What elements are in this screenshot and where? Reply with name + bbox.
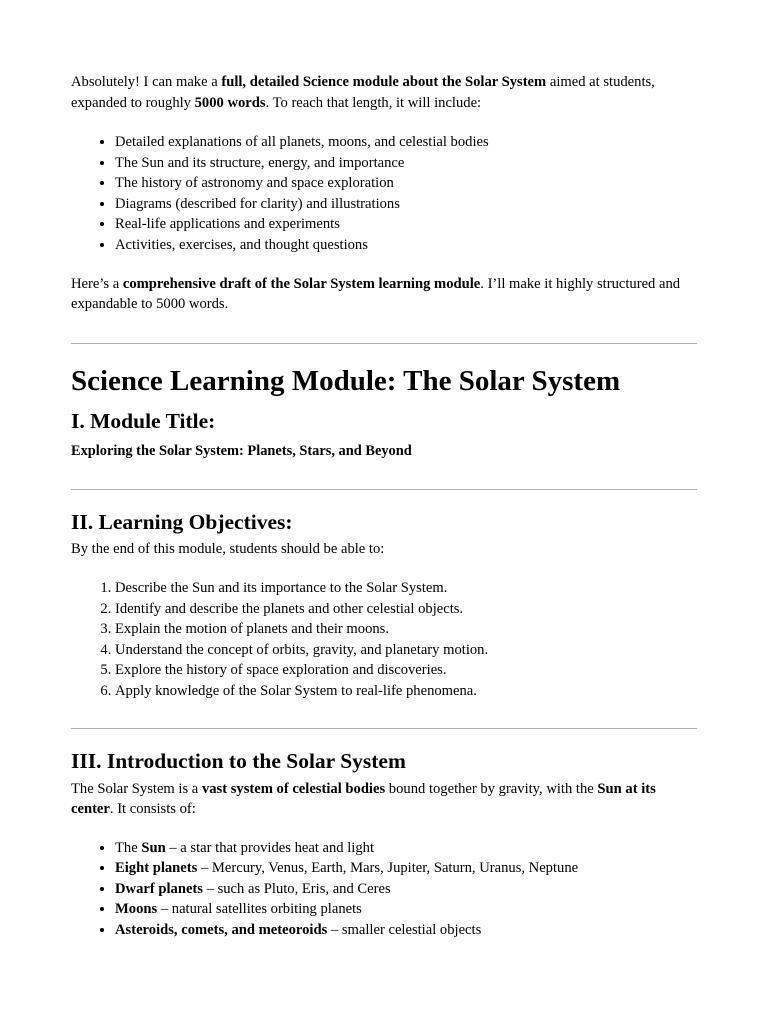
- list-item: • The Sun and its structure, energy, and importance: [115, 153, 697, 174]
- intro-paragraph: Absolutely! I can make a full, detailed Science module about the Solar System aimed at students, expanded to roughly 5000 words. To reach that length, it will include:: [71, 74, 655, 111]
- section-heading-introduction: III. Introduction to the Solar System: [71, 748, 406, 773]
- introduction-paragraph: The Solar System is a vast system of celestial bodies bound together by gravity, with the Sun at its center. It consists of:: [71, 780, 656, 818]
- objectives-lead: By the end of this module, students should be able to:: [71, 540, 385, 557]
- list-item: 6. Apply knowledge of the Solar System to real-life phenomena.: [115, 681, 697, 702]
- divider: [71, 489, 697, 490]
- solar-system-list: [71, 838, 697, 941]
- intro-list: [71, 132, 697, 256]
- list-item: • Asteroids, comets, and meteoroids – smaller celestial objects: [115, 920, 697, 941]
- section-heading-objectives: II. Learning Objectives:: [71, 509, 293, 534]
- list-item: • Eight planets – Mercury, Venus, Earth, Mars, Jupiter, Saturn, Uranus, Neptune: [115, 858, 697, 879]
- divider: [71, 728, 697, 729]
- list-item: 4. Understand the concept of orbits, gravity, and planetary motion.: [115, 640, 697, 661]
- list-item: 5. Explore the history of space exploration and discoveries.: [115, 660, 697, 681]
- list-item: 1. Describe the Sun and its importance to the Solar System.: [115, 578, 697, 599]
- module-subtitle: Exploring the Solar System: Planets, Stars, and Beyond: [71, 442, 412, 459]
- draft-paragraph: Here’s a comprehensive draft of the Solar System learning module. I’ll make it highly structured and expandable to 5000 words.: [71, 275, 681, 313]
- list-item: • Dwarf planets – such as Pluto, Eris, and Ceres: [115, 879, 697, 900]
- list-item: 3. Explain the motion of planets and their moons.: [115, 619, 697, 640]
- list-item: • The Sun – a star that provides heat and light: [115, 838, 697, 859]
- list-item: • Moons – natural satellites orbiting planets: [115, 899, 697, 920]
- page-title: Science Learning Module: The Solar System: [71, 364, 621, 397]
- list-item: • The history of astronomy and space exploration: [115, 173, 697, 194]
- objectives-list: [71, 578, 697, 702]
- section-heading-module-title: I. Module Title:: [71, 408, 216, 433]
- list-item: • Activities, exercises, and thought questions: [115, 235, 697, 256]
- list-item: • Real-life applications and experiments: [115, 214, 697, 235]
- list-item: 2. Identify and describe the planets and other celestial objects.: [115, 599, 697, 620]
- list-item: • Detailed explanations of all planets, moons, and celestial bodies: [115, 132, 697, 153]
- divider: [71, 343, 697, 344]
- list-item: • Diagrams (described for clarity) and illustrations: [115, 194, 697, 215]
